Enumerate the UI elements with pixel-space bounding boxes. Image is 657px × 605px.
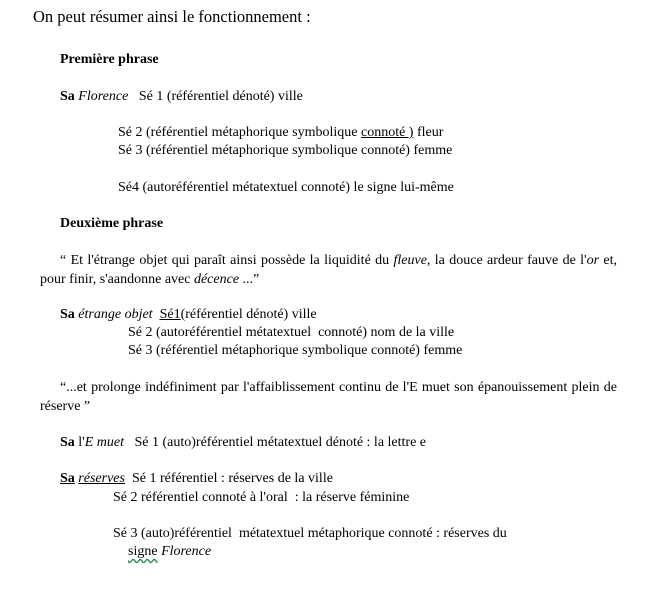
p4-se3-line: Sé 3 (auto)référentiel métatextuel métaphorique connoté : réserves du bbox=[113, 526, 507, 541]
p1-se4-line: Sé4 (autoréférentiel métatextuel connoté) le signe lui-même bbox=[118, 180, 454, 195]
p2-quote: “ Et l'étrange objet qui paraît ainsi possède la liquidité du fleuve, la douce ardeur fauve de l'or et, pour finir, s'aandonne avec décence ...” bbox=[40, 253, 617, 287]
p4-se2-line: Sé 2 référentiel connoté à l'oral : la réserve féminine bbox=[113, 490, 410, 505]
p4-se3-continuation: signe Florence bbox=[128, 544, 212, 559]
p3-quote: “...et prolonge indéfiniment par l'affaiblissement continu de l'E muet son épanouissement plein de réserve ” bbox=[40, 380, 617, 414]
p1-signifiant-line: Sa Florence Sé 1 (référentiel dénoté) ville bbox=[60, 89, 303, 104]
heading-premiere-phrase: Première phrase bbox=[60, 52, 159, 67]
p2-se2-line: Sé 2 (autoréférentiel métatextuel connoté) nom de la ville bbox=[128, 325, 455, 340]
p2-signifiant-line: Sa étrange objet Sé1(référentiel dénoté) ville bbox=[60, 307, 317, 322]
p4-signifiant-line: Sa réserves Sé 1 référentiel : réserves de la ville bbox=[60, 471, 333, 486]
intro-line: On peut résumer ainsi le fonctionnement : bbox=[33, 7, 311, 26]
heading-deuxieme-phrase: Deuxième phrase bbox=[60, 216, 164, 231]
p1-se3-line: Sé 3 (référentiel métaphorique symbolique connoté) femme bbox=[118, 143, 453, 158]
p1-se2-line: Sé 2 (référentiel métaphorique symbolique connoté ) fleur bbox=[118, 125, 444, 140]
p3-signifiant-line: Sa l'E muet Sé 1 (auto)référentiel métatextuel dénoté : la lettre e bbox=[60, 435, 427, 450]
p2-se3-line: Sé 3 (référentiel métaphorique symbolique connoté) femme bbox=[128, 343, 463, 358]
